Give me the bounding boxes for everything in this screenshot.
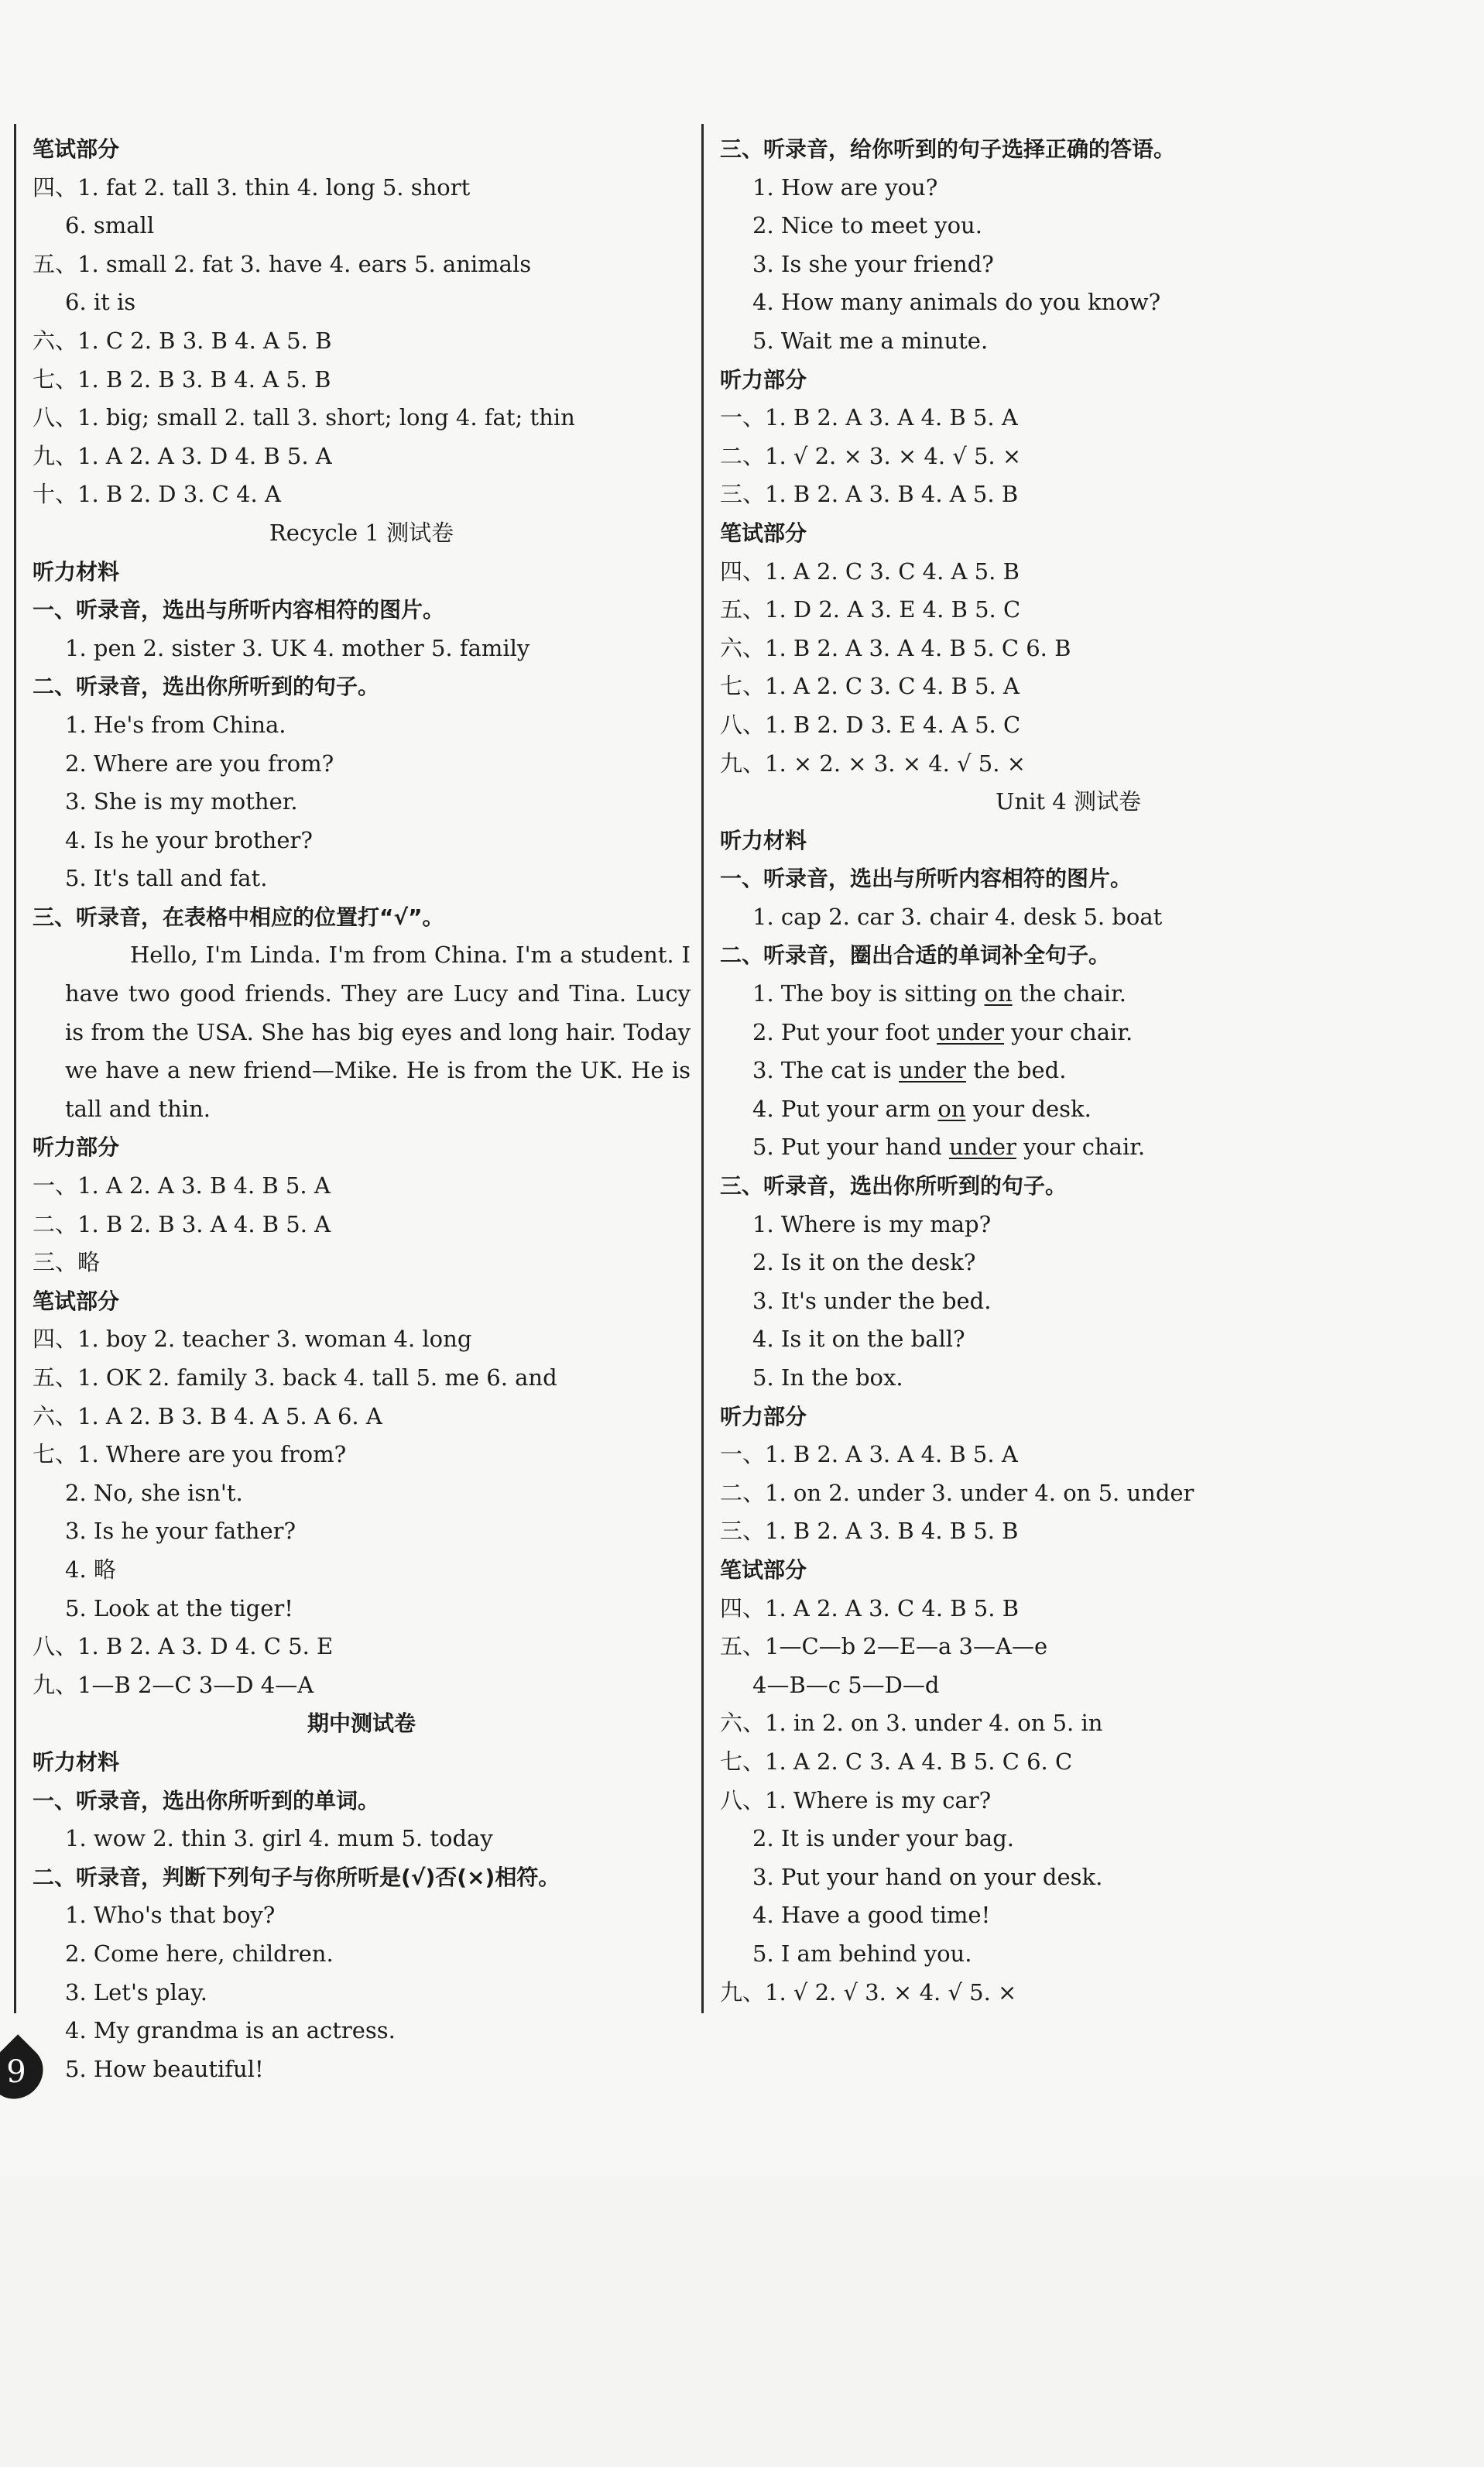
answer-line: 5. Wait me a minute. bbox=[752, 327, 989, 354]
section-heading: 笔试部分 bbox=[33, 1288, 120, 1314]
section-heading: 三、听录音，给你听到的句子选择正确的答语。 bbox=[720, 136, 1176, 162]
answer-line: 八、1. big; small 2. tall 3. short; long 4. fat; thin bbox=[33, 404, 575, 431]
answer-line: 2. It is under your bag. bbox=[752, 1825, 1014, 1852]
answer-line: 九、1—B 2—C 3—D 4—A bbox=[33, 1671, 314, 1698]
answer-line: 4. My grandma is an actress. bbox=[65, 2017, 396, 2044]
answer-line: 1. wow 2. thin 3. girl 4. mum 5. today bbox=[65, 1825, 493, 1852]
answer-line: 1. How are you? bbox=[752, 173, 938, 201]
underlined-answer: on bbox=[937, 1095, 966, 1122]
section-heading: 一、听录音，选出你所听到的单词。 bbox=[33, 1787, 380, 1813]
answer-line: 3. Is she your friend? bbox=[752, 250, 994, 277]
answer-line: 三、1. B 2. A 3. B 4. A 5. B bbox=[720, 481, 1019, 508]
center-column-rule bbox=[701, 124, 704, 2013]
section-heading: 听力材料 bbox=[33, 1748, 120, 1775]
answer-line: 1. The boy is sitting on the chair. bbox=[752, 980, 1126, 1007]
answer-line: 六、1. in 2. on 3. under 4. on 5. in bbox=[720, 1710, 1103, 1737]
answer-line: Recycle 1 测试卷 bbox=[269, 519, 454, 546]
answer-line: 二、1. on 2. under 3. under 4. on 5. under bbox=[720, 1479, 1194, 1506]
answer-line: 一、1. A 2. A 3. B 4. B 5. A bbox=[33, 1172, 331, 1199]
answer-line: 九、1. × 2. × 3. × 4. √ 5. × bbox=[720, 750, 1026, 777]
answer-line: 五、1. OK 2. family 3. back 4. tall 5. me 6. and bbox=[33, 1364, 557, 1391]
section-heading: 听力部分 bbox=[720, 1403, 807, 1429]
answer-line: 七、1. Where are you from? bbox=[33, 1441, 347, 1468]
answer-line: 5. In the box. bbox=[752, 1364, 903, 1391]
answer-line: 2. No, she isn't. bbox=[65, 1479, 243, 1506]
section-heading: 一、听录音，选出与所听内容相符的图片。 bbox=[720, 866, 1133, 892]
answer-line: 1. Where is my map? bbox=[752, 1210, 992, 1237]
answer-line: 5. Put your hand under your chair. bbox=[752, 1134, 1146, 1161]
section-heading: 笔试部分 bbox=[720, 1556, 807, 1583]
answer-line: 3. Is he your father? bbox=[65, 1518, 296, 1545]
answer-line: 十、1. B 2. D 3. C 4. A bbox=[33, 481, 281, 508]
answer-line: 二、1. B 2. B 3. A 4. B 5. A bbox=[33, 1210, 331, 1237]
section-heading: 听力部分 bbox=[720, 366, 807, 393]
answer-line: 二、1. √ 2. × 3. × 4. √ 5. × bbox=[720, 442, 1022, 469]
underlined-answer: under bbox=[937, 1018, 1005, 1045]
answer-line: 2. Where are you from? bbox=[65, 750, 334, 777]
answer-line: 4. 略 bbox=[65, 1556, 116, 1583]
answer-line: 5. It's tall and fat. bbox=[65, 865, 268, 892]
answer-line: 6. small bbox=[65, 212, 155, 239]
underlined-answer: under bbox=[899, 1057, 967, 1084]
answer-line: 2. Come here, children. bbox=[65, 1940, 334, 1967]
answer-line: 5. How beautiful! bbox=[65, 2055, 264, 2082]
answer-line: 五、1. D 2. A 3. E 4. B 5. C bbox=[720, 596, 1021, 623]
answer-line: 1. Who's that boy? bbox=[65, 1902, 276, 1929]
section-heading: 听力部分 bbox=[33, 1134, 120, 1161]
left-margin-rule bbox=[14, 124, 16, 2013]
section-heading: 二、听录音，选出你所听到的句子。 bbox=[33, 674, 380, 700]
section-heading: 三、听录音，在表格中相应的位置打“√”。 bbox=[33, 904, 444, 930]
section-heading: 听力材料 bbox=[33, 558, 120, 585]
section-heading: 期中测试卷 bbox=[307, 1710, 416, 1737]
section-heading: 听力材料 bbox=[720, 827, 807, 853]
answer-line: 3. Let's play. bbox=[65, 1978, 207, 2006]
answer-line: Hello, I'm Linda. I'm from China. I'm a student. I have two good friends. They are Lucy and Tina. Lucy is from the USA. She has big eyes and long hair. Today we have a new friend—Mike. He is from the UK. He is tall and thin. bbox=[65, 942, 691, 1122]
answer-line: 三、1. B 2. A 3. B 4. B 5. B bbox=[720, 1518, 1019, 1545]
answer-line: 4—B—c 5—D—d bbox=[752, 1671, 940, 1698]
section-heading: 二、听录音，圈出合适的单词补全句子。 bbox=[720, 942, 1111, 969]
left-column bbox=[33, 130, 691, 2088]
answer-line: 四、1. A 2. C 3. C 4. A 5. B bbox=[720, 558, 1020, 585]
answer-line: 六、1. C 2. B 3. B 4. A 5. B bbox=[33, 327, 332, 354]
answer-line: 5. I am behind you. bbox=[752, 1940, 972, 1967]
answer-line: 1. cap 2. car 3. chair 4. desk 5. boat bbox=[752, 903, 1163, 930]
answer-line: 八、1. B 2. A 3. D 4. C 5. E bbox=[33, 1633, 334, 1660]
answer-line: 四、1. A 2. A 3. C 4. B 5. B bbox=[720, 1594, 1020, 1621]
answer-line: 4. How many animals do you know? bbox=[752, 289, 1161, 316]
section-heading: 二、听录音，判断下列句子与你所听是(√)否(×)相符。 bbox=[33, 1864, 560, 1890]
page-number: 9 bbox=[6, 2054, 26, 2090]
answer-line: 3. She is my mother. bbox=[65, 788, 298, 815]
answer-line: 八、1. Where is my car? bbox=[720, 1786, 992, 1813]
answer-line: 五、1. small 2. fat 3. have 4. ears 5. animals bbox=[33, 250, 532, 277]
answer-line: 2. Put your foot under your chair. bbox=[752, 1018, 1133, 1045]
underlined-answer: on bbox=[984, 980, 1013, 1007]
answer-line: 3. It's under the bed. bbox=[752, 1287, 992, 1314]
answer-line: 一、1. B 2. A 3. A 4. B 5. A bbox=[720, 1441, 1018, 1468]
answer-line: 九、1. A 2. A 3. D 4. B 5. A bbox=[33, 442, 332, 469]
answer-line: 六、1. A 2. B 3. B 4. A 5. A 6. A bbox=[33, 1402, 382, 1429]
answer-line: 七、1. A 2. C 3. A 4. B 5. C 6. C bbox=[720, 1748, 1073, 1775]
answer-line: 3. Put your hand on your desk. bbox=[752, 1863, 1103, 1890]
answer-line: 四、1. boy 2. teacher 3. woman 4. long bbox=[33, 1326, 472, 1353]
answer-line: 六、1. B 2. A 3. A 4. B 5. C 6. B bbox=[720, 634, 1071, 661]
underlined-answer: under bbox=[948, 1134, 1016, 1161]
answer-line: 4. Is it on the ball? bbox=[752, 1326, 965, 1353]
answer-line: 七、1. B 2. B 3. B 4. A 5. B bbox=[33, 365, 331, 393]
answer-line: 4. Have a good time! bbox=[752, 1902, 991, 1929]
answer-line: 4. Put your arm on your desk. bbox=[752, 1095, 1092, 1122]
section-heading: 三、听录音，选出你所听到的句子。 bbox=[720, 1173, 1068, 1199]
answer-line: 七、1. A 2. C 3. C 4. B 5. A bbox=[720, 673, 1020, 700]
answer-line: 五、1—C—b 2—E—a 3—A—e bbox=[720, 1633, 1048, 1660]
answer-line: 6. it is bbox=[65, 289, 136, 316]
section-heading: 笔试部分 bbox=[720, 520, 807, 546]
answer-line: 5. Look at the tiger! bbox=[65, 1594, 293, 1621]
section-heading: 笔试部分 bbox=[33, 136, 120, 162]
answer-line: 四、1. fat 2. tall 3. thin 4. long 5. short bbox=[33, 173, 471, 201]
answer-line: 2. Nice to meet you. bbox=[752, 212, 982, 239]
section-heading: 一、听录音，选出与所听内容相符的图片。 bbox=[33, 597, 445, 623]
answer-line: 2. Is it on the desk? bbox=[752, 1249, 976, 1276]
answer-line: 4. Is he your brother? bbox=[65, 826, 313, 853]
answer-line: 1. pen 2. sister 3. UK 4. mother 5. family bbox=[65, 634, 530, 661]
right-column bbox=[720, 130, 1417, 2012]
answer-line: 三、略 bbox=[33, 1249, 101, 1276]
answer-line: 1. He's from China. bbox=[65, 711, 286, 738]
answer-line: 八、1. B 2. D 3. E 4. A 5. C bbox=[720, 711, 1021, 738]
answer-line: 3. The cat is under the bed. bbox=[752, 1057, 1067, 1084]
answer-line: 一、1. B 2. A 3. A 4. B 5. A bbox=[720, 404, 1018, 431]
answer-line: 九、1. √ 2. √ 3. × 4. √ 5. × bbox=[720, 1978, 1017, 2006]
answer-line: Unit 4 测试卷 bbox=[996, 788, 1141, 815]
